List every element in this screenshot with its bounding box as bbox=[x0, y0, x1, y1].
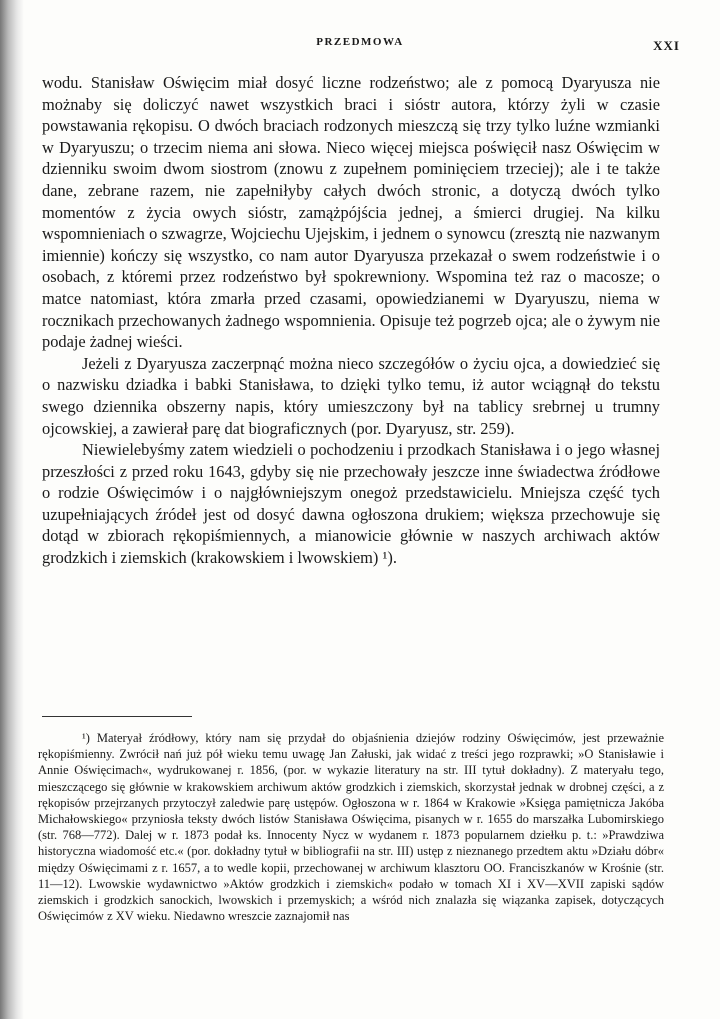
paragraph: Niewielebyśmy zatem wiedzieli o pochodzeniu i przodkach Stanisława i o jego własnej przeszłości z przed roku 1643, gdyby się nie przechowały jeszcze inne świadectwa źródłowe o rodzie Oświęcimów i o najgłówniejszym onegoż przedstawicielu. Mniejsza część tych uzupełniających źródeł jest od dosyć dawna ogłoszona drukiem; większa przechowuje się dotąd w zbiorach rękopiśmiennych, a mianowicie głównie w naszych archiwach aktów grodzkich i ziemskich (krakowskiem i lwowskiem) ¹). bbox=[42, 440, 660, 568]
paragraph: Jeżeli z Dyaryusza zaczerpnąć można nieco szczegółów o życiu ojca, a dowiedzieć się o nazwisku dziadka i babki Stanisława, to dzięki tylko temu, iż autor wciągnął do tekstu swego dziennika obszerny napis, który umieszczony był na tablicy srebrnej u trumny ojcowskiej, a zawierał parę dat biograficznych (por. Dyaryusz, str. 259). bbox=[42, 353, 660, 438]
page-number: XXI bbox=[653, 38, 680, 53]
page-header bbox=[40, 36, 680, 56]
scan-binding-shadow bbox=[0, 0, 24, 1019]
paragraph: wodu. Stanisław Oświęcim miał dosyć liczne rodzeństwo; ale z pomocą Dyaryusza nie możnaby się doliczyć nawet wszystkich braci i sióstr autora, którzy żyli w czasie powstawania rękopisu. O dwóch braciach rodzonych mieszczą się trzy tylko luźne wzmianki w Dyaryuszu; o trzecim niema ani słowa. Nieco więcej miejsca poświęcił nasz Oświęcim w dzienniku swoim dwom siostrom (znowu z zupełnem pominięciem trzeciej); ale i te także dane, zebrane razem, nie zapełniłyby całych dwóch stronic, a dotyczą dwóch tylko momentów z życia owych sióstr, zamążpójścia jednej, a śmierci drugiej. Na kilku wspomnieniach o szwagrze, Wojciechu Ujejskim, i jednem o synowcu (zresztą nie nazwanym imiennie) kończy się wszystko, co nam autor Dyaryusza przekazał o swem rodzeństwie i o osobach, z któremi przez rodzeństwo był spokrewniony. Wspomina też raz o macosze; o matce natomiast, która zmarła przed czasami, opowiedzianemi w Dyaryuszu, niema w rocznikach przechowanych żadnego wspomnienia. Opisuje też pogrzeb ojca; ale o żywym nie podaje żadnej wieści. bbox=[42, 73, 660, 352]
main-text bbox=[42, 72, 660, 569]
footnote-divider bbox=[42, 716, 192, 717]
footnote: ¹) Materyał źródłowy, który nam się przydał do objaśnienia dziejów rodziny Oświęcimów, jest przeważnie rękopiśmienny. Zwrócił nań już pół wieku temu uwagę Jan Załuski, jak widać z treści jego rozprawki; »O Stanisławie i Annie Oświęcimach«, wydrukowanej r. 1856, (por. w wykazie literatury na str. III tytuł dokładny). Z materyału tego, mieszczącego się głównie w krakowskiem archiwum aktów grodzkich i ziemskich, skorzystał jednak w drobnej części, a z rękopisów przejrzanych przytoczył zaledwie parę ustępów. Ogłoszona w r. 1864 w Krakowie »Księga pamiętnicza Jakóba Michałowskiego« przyniosła teksty dwóch listów Stanisława Oświęcima, pisanych w r. 1655 do marszałka Lubomirskiego (str. 768—772). Dalej w r. 1873 podał ks. Innocenty Nycz w wydanem r. 1873 popularnem dziełku p. t.: »Prawdziwa historyczna wiadomość etc.« (por. dokładny tytuł w bibliografii na str. III) ustęp z nieznanego przedtem aktu »Działu dóbr« między Oświęcimami z r. 1657, a to wedle kopii, przechowanej w archiwum klasztoru OO. Franciszkanów w Krośnie (str. 11—12). Lwowskie wydawnictwo »Aktów grodzkich i ziemskich« podało w tomach XI i XV—XVII zapiski sądów ziemskich i grodzkich sanockich, lwowskich i przemyskich; a wśród nich znalazła się wiązanka zapisek, dotyczących Oświęcimów z XV wieku. Niedawno wreszcie zaznajomił nas bbox=[38, 731, 664, 924]
running-title: PRZEDMOWA bbox=[316, 36, 404, 48]
